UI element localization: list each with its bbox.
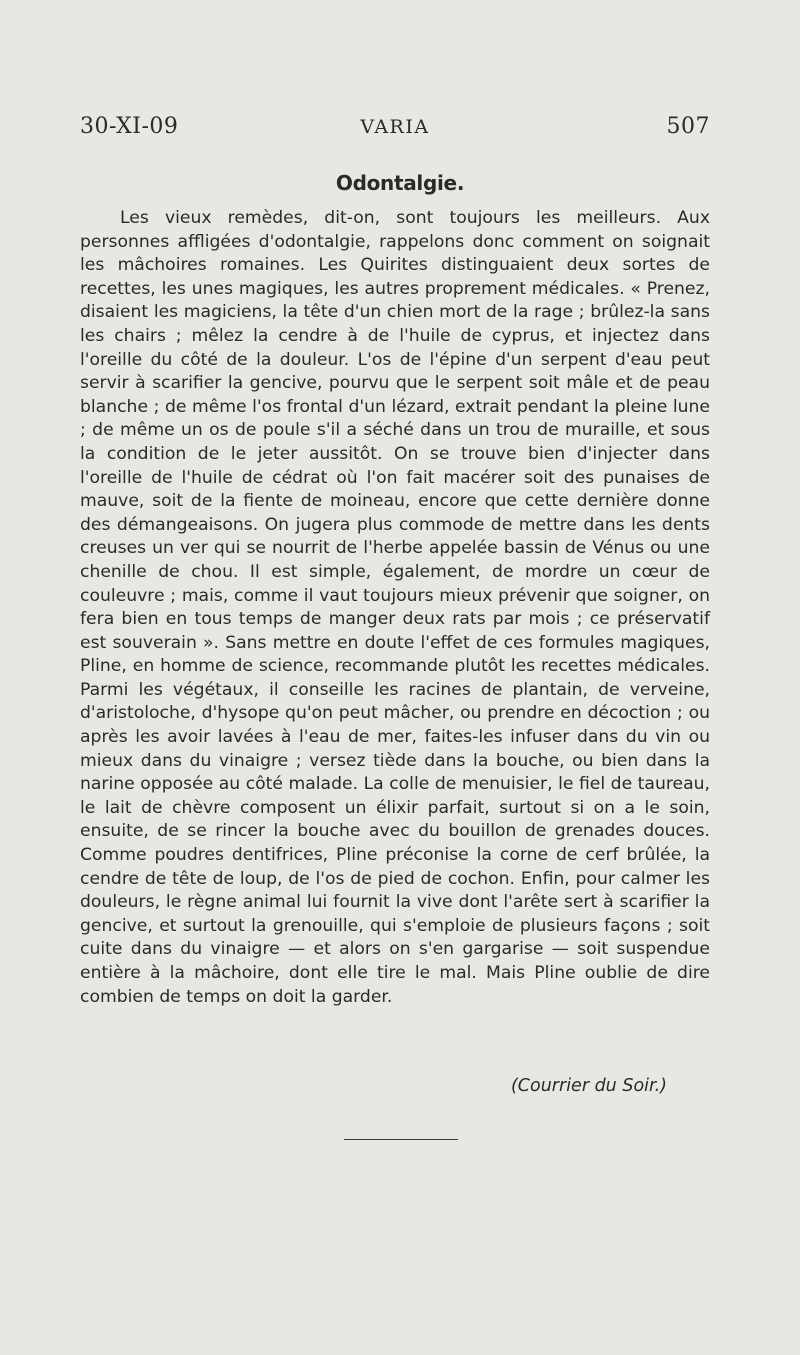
header-page-number: 507 [666,114,710,139]
article-body: Les vieux remèdes, dit-on, sont toujours les meilleurs. Aux personnes affligées d'odontalgie, rappelons donc comment on soignait les mâchoires romaines. Les Quirites distinguaient deux sortes de recettes, les unes magiques, les autres proprement médicales. « Prenez, disaient les magiciens, la tête d'un chien mort de la rage ; brûlez-la sans les chairs ; mêlez la cendre à de l'huile de cyprus, et injectez dans l'oreille du côté de la douleur. L'os de l'épine d'un serpent d'eau peut servir à scarifier la gencive, pourvu que le serpent soit mâle et de peau blanche ; de même l'os frontal d'un lézard, extrait pendant la pleine lune ; de même un os de poule s'il a séché dans un trou de muraille, et sous la condition de le jeter aussitôt. On se trouve bien d'injecter dans l'oreille de l'huile de cédrat où l'on fait macérer soit des punaises de mauve, soit de la fiente de moineau, encore que cette dernière donne des démangeaisons. On jugera plus commode de mettre dans les dents creuses un ver qui se nourrit de l'herbe appelée bassin de Vénus ou une chenille de chou. Il est simple, également, de mordre un cœur de couleuvre ; mais, comme il vaut toujours mieux prévenir que soigner, on fera bien en tous temps de manger deux rats par mois ; ce préservatif est souverain ». Sans mettre en doute l'effet de ces formules magiques, Pline, en homme de science, recommande plutôt les recettes médicales. Parmi les végétaux, il conseille les racines de plantain, de verveine, d'aristoloche, d'hysope qu'on peut mâcher, ou prendre en décoction ; ou après les avoir lavées à l'eau de mer, faites-les infuser dans du vin ou mieux dans du vinaigre ; versez tiède dans la bouche, ou bien dans la narine opposée au côté malade. La colle de menuisier, le fiel de taureau, le lait de chèvre composent un élixir parfait, surtout si on a le soin, ensuite, de se rincer la bouche avec du bouillon de grenades douces. Comme poudres dentifrices, Pline préconise la corne de cerf brûlée, la cendre de tête de loup, de l'os de pied de cochon. Enfin, pour calmer les douleurs, le règne animal lui fournit la vive dont l'arête sert à scarifier la gencive, et surtout la grenouille, qui s'emploie de plusieurs façons ; soit cuite dans du vinaigre — et alors on s'en gargarise — soit suspendue entière à la mâchoire, dont elle tire le mal. Mais Pline oublie de dire combien de temps on doit la garder. [80,208,710,1007]
article-title: Odontalgie. [335,171,465,195]
header-date: 30-XI-09 [80,114,179,139]
header-section: VARIA [360,116,430,138]
running-header [80,114,710,148]
section-divider [344,1139,458,1140]
article-source: (Courrier du Soir.) [510,1076,667,1096]
